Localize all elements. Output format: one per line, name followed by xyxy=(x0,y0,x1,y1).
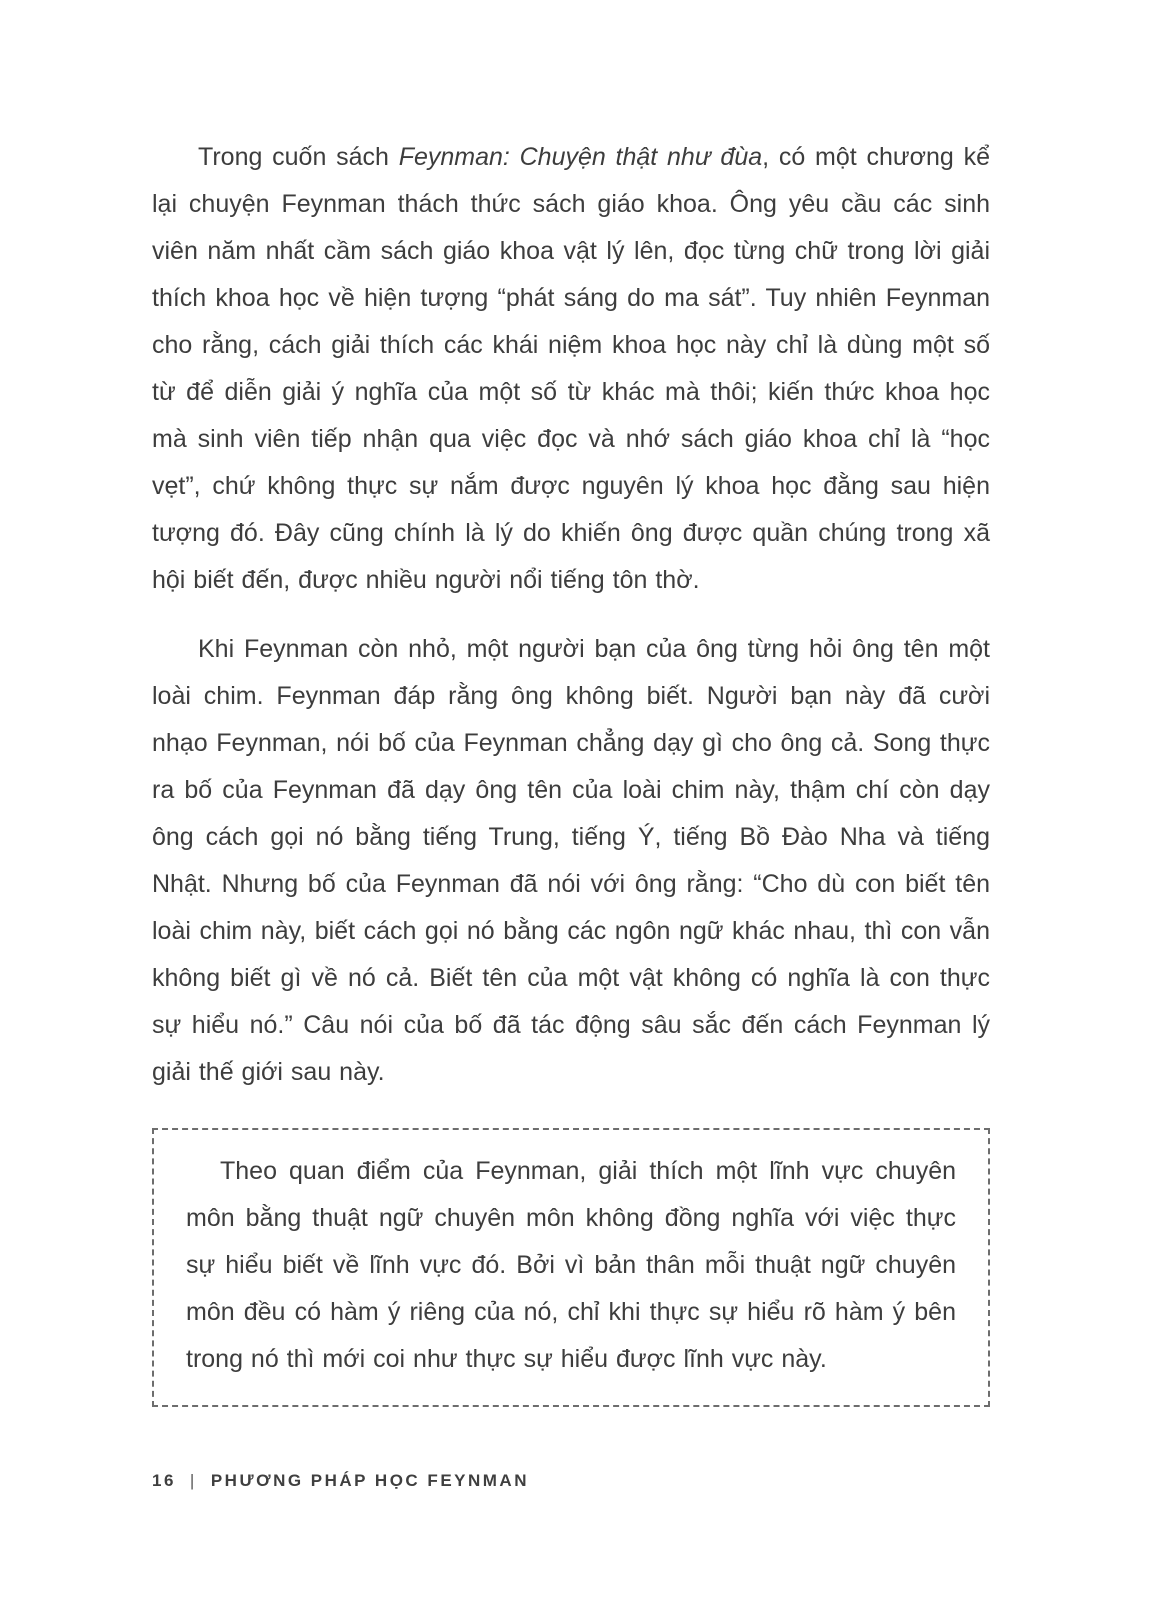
footer-divider: | xyxy=(189,1471,197,1490)
paragraph-1-rest: , có một chương kể lại chuyện Feynman thách thức sách giáo khoa. Ông yêu cầu các sinh viên năm nhất cầm sách giáo khoa vật lý lên, đọc từng chữ trong lời giải thích khoa học về hiện tượng “phát sáng do ma sát”. Tuy nhiên Feynman cho rằng, cách giải thích các khái niệm khoa học này chỉ là dùng một số từ để diễn giải ý nghĩa của một số từ khác mà thôi; kiến thức khoa học mà sinh viên tiếp nhận qua việc đọc và nhớ sách giáo khoa chỉ là “học vẹt”, chứ không thực sự nắm được nguyên lý khoa học đằng sau hiện tượng đó. Đây cũng chính là lý do khiến ông được quần chúng trong xã hội biết đến, được nhiều người nổi tiếng tôn thờ. xyxy=(152,143,990,594)
book-title-italic: Feynman: Chuyện thật như đùa xyxy=(398,143,763,171)
page-number: 16 xyxy=(152,1471,176,1490)
paragraph-1 xyxy=(152,134,990,604)
paragraph-2: Khi Feynman còn nhỏ, một người bạn của ông từng hỏi ông tên một loài chim. Feynman đáp rằng ông không biết. Người bạn này đã cười nhạo Feynman, nói bố của Feynman chẳng dạy gì cho ông cả. Song thực ra bố của Feynman đã dạy ông tên của loài chim này, thậm chí còn dạy ông cách gọi nó bằng tiếng Trung, tiếng Ý, tiếng Bồ Đào Nha và tiếng Nhật. Nhưng bố của Feynman đã nói với ông rằng: “Cho dù con biết tên loài chim này, biết cách gọi nó bằng các ngôn ngữ khác nhau, thì con vẫn không biết gì về nó cả. Biết tên của một vật không có nghĩa là con thực sự hiểu nó.” Câu nói của bố đã tác động sâu sắc đến cách Feynman lý giải thế giới sau này. xyxy=(152,635,990,1086)
callout-text: Theo quan điểm của Feynman, giải thích một lĩnh vực chuyên môn bằng thuật ngữ chuyên môn không đồng nghĩa với việc thực sự hiểu biết về lĩnh vực đó. Bởi vì bản thân mỗi thuật ngữ chuyên môn đều có hàm ý riêng của nó, chỉ khi thực sự hiểu rõ hàm ý bên trong nó thì mới coi như thực sự hiểu được lĩnh vực này. xyxy=(186,1157,956,1373)
callout-box xyxy=(152,1128,990,1407)
page-footer xyxy=(152,1471,990,1491)
running-title: PHƯƠNG PHÁP HỌC FEYNMAN xyxy=(210,1471,529,1490)
paragraph-1-lead: Trong cuốn sách xyxy=(198,143,399,171)
